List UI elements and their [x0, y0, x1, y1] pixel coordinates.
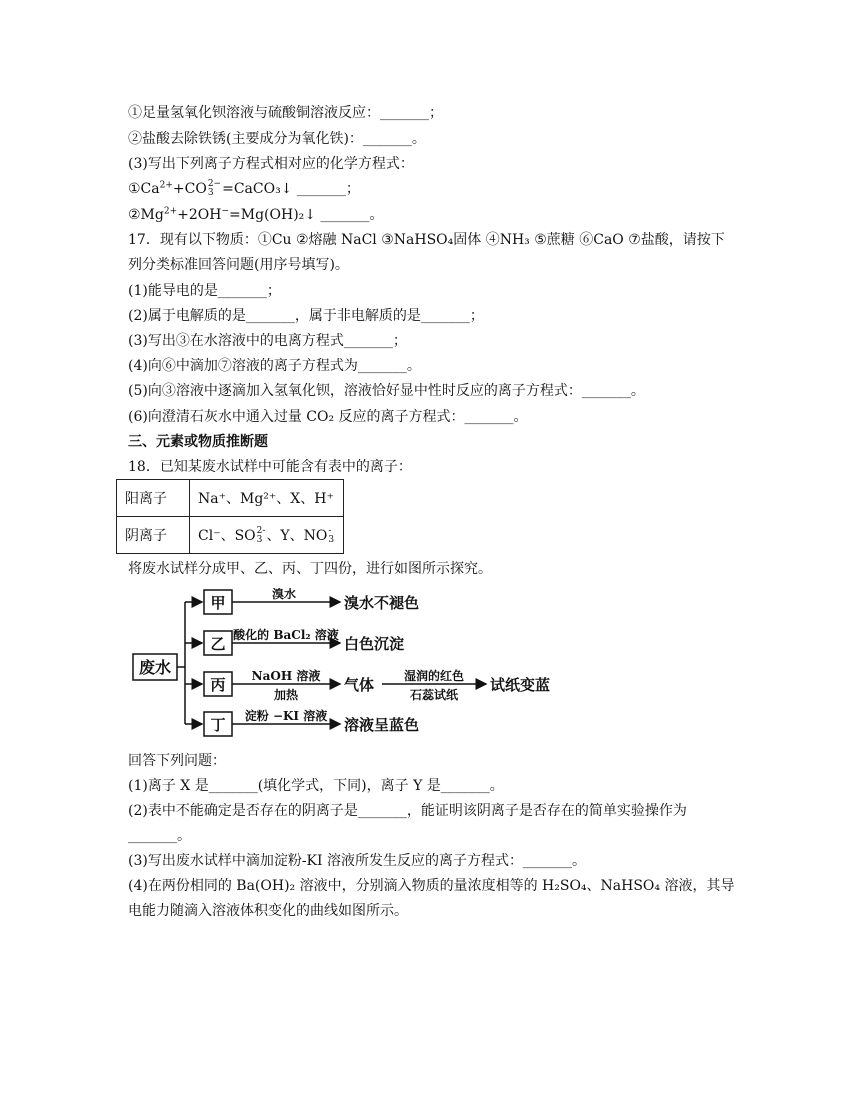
q17-item-3: (3)写出③在水溶液中的电离方程式_______； — [128, 333, 407, 349]
q17-item-4: (4)向⑥中滴加⑦溶液的离子方程式为_______。 — [128, 358, 421, 374]
cation-value: Na⁺、Mg²⁺、X、H⁺ — [190, 480, 344, 517]
anion-value: Cl⁻、SO 2- 3 、Y、NO - 3 — [190, 517, 344, 554]
label-yi: 乙 — [210, 635, 226, 653]
q17-line-2: 列分类标准回答问题(用序号填写)。 — [128, 257, 349, 273]
result-bing: 试纸变蓝 — [490, 676, 551, 694]
result-yi: 白色沉淀 — [344, 635, 405, 653]
reagent-bing: NaOH 溶液 — [251, 669, 321, 683]
label-bing: 丙 — [210, 676, 226, 694]
q18-split-text: 将废水试样分成甲、乙、丙、丁四份，进行如图所示探究。 — [128, 561, 492, 577]
label-ding: 丁 — [210, 716, 226, 734]
q18-part-4-cont: 电能力随滴入溶液体积变化的曲线如图所示。 — [128, 903, 408, 919]
q16-line-2: ②盐酸去除铁锈(主要成分为氧化铁)：_______。 — [128, 131, 426, 147]
reagent-bing-2b: 石蕊试纸 — [409, 688, 459, 702]
intermediate-gas: 气体 — [344, 676, 375, 694]
q18-part-2-cont: _______。 — [128, 828, 191, 844]
q18-part-2: (2)表中不能确定是否存在的阴离子是_______，能证明该阴离子是否存在的简单实验操作为 — [128, 803, 687, 819]
q18-intro: 18．已知某废水试样中可能含有表中的离子： — [128, 459, 412, 475]
cation-label: 阳离子 — [117, 480, 190, 517]
result-ding: 溶液呈蓝色 — [344, 716, 420, 734]
answer-intro: 回答下列问题： — [128, 753, 226, 769]
q16-equation-2: $②Mg^{2+}+2OH^-=Mg(OH)_2↓$ _______。 — [128, 206, 384, 223]
q16-line-3: (3)写出下列离子方程式相对应的化学方程式： — [128, 156, 414, 172]
q17-item-2: (2)属于电解质的是_______，属于非电解质的是_______； — [128, 308, 484, 324]
table-row — [117, 517, 344, 554]
q17-item-5: (5)向③溶液中逐滴加入氢氧化钡，溶液恰好显中性时反应的离子方程式：_______。 — [128, 383, 645, 399]
result-jia: 溴水不褪色 — [344, 594, 420, 612]
q16-line-1: ①足量氢氧化钡溶液与硫酸铜溶液反应：_______； — [128, 105, 443, 121]
q17-item-1: (1)能导电的是_______； — [128, 283, 281, 299]
q18-part-3: (3)写出废水试样中滴加淀粉-KI 溶液所发生反应的离子方程式：_______。 — [128, 853, 586, 869]
ion-table — [116, 479, 344, 554]
label-jia: 甲 — [210, 594, 226, 612]
reagent-ding: 淀粉 −KI 溶液 — [244, 709, 328, 723]
reagent-bing-2: 湿润的红色 — [403, 669, 465, 683]
reagent-yi: 酸化的 BaCl₂ 溶液 — [233, 628, 339, 642]
condition-bing: 加热 — [273, 688, 299, 702]
reagent-jia: 溴水 — [271, 588, 297, 601]
section-heading: 三、元素或物质推断题 — [128, 434, 268, 450]
anion-label: 阴离子 — [117, 517, 190, 554]
table-row — [117, 480, 344, 517]
q17-item-6: (6)向澄清石灰水中通入过量 CO₂ 反应的离子方程式：_______。 — [128, 409, 528, 425]
q16-equation-1: $①Ca^{2+}+CO$ 2− 3 =CaCO₃↓ _______； — [128, 179, 360, 198]
source-label: 废水 — [138, 658, 172, 677]
q18-part-1: (1)离子 X 是_______(填化学式，下同)，离子 Y 是_______。 — [128, 778, 504, 794]
q18-part-4: (4)在两份相同的 Ba(OH)₂ 溶液中，分别滴入物质的量浓度相等的 H₂SO₄、NaHSO₄ 溶液，其导 — [128, 878, 735, 894]
q17-line-1: 17．现有以下物质：①Cu ②熔融 NaCl ③NaHSO₄固体 ④NH₃ ⑤蔗糖 ⑥CaO ⑦盐酸，请按下 — [128, 232, 725, 248]
flow-diagram — [128, 588, 568, 740]
